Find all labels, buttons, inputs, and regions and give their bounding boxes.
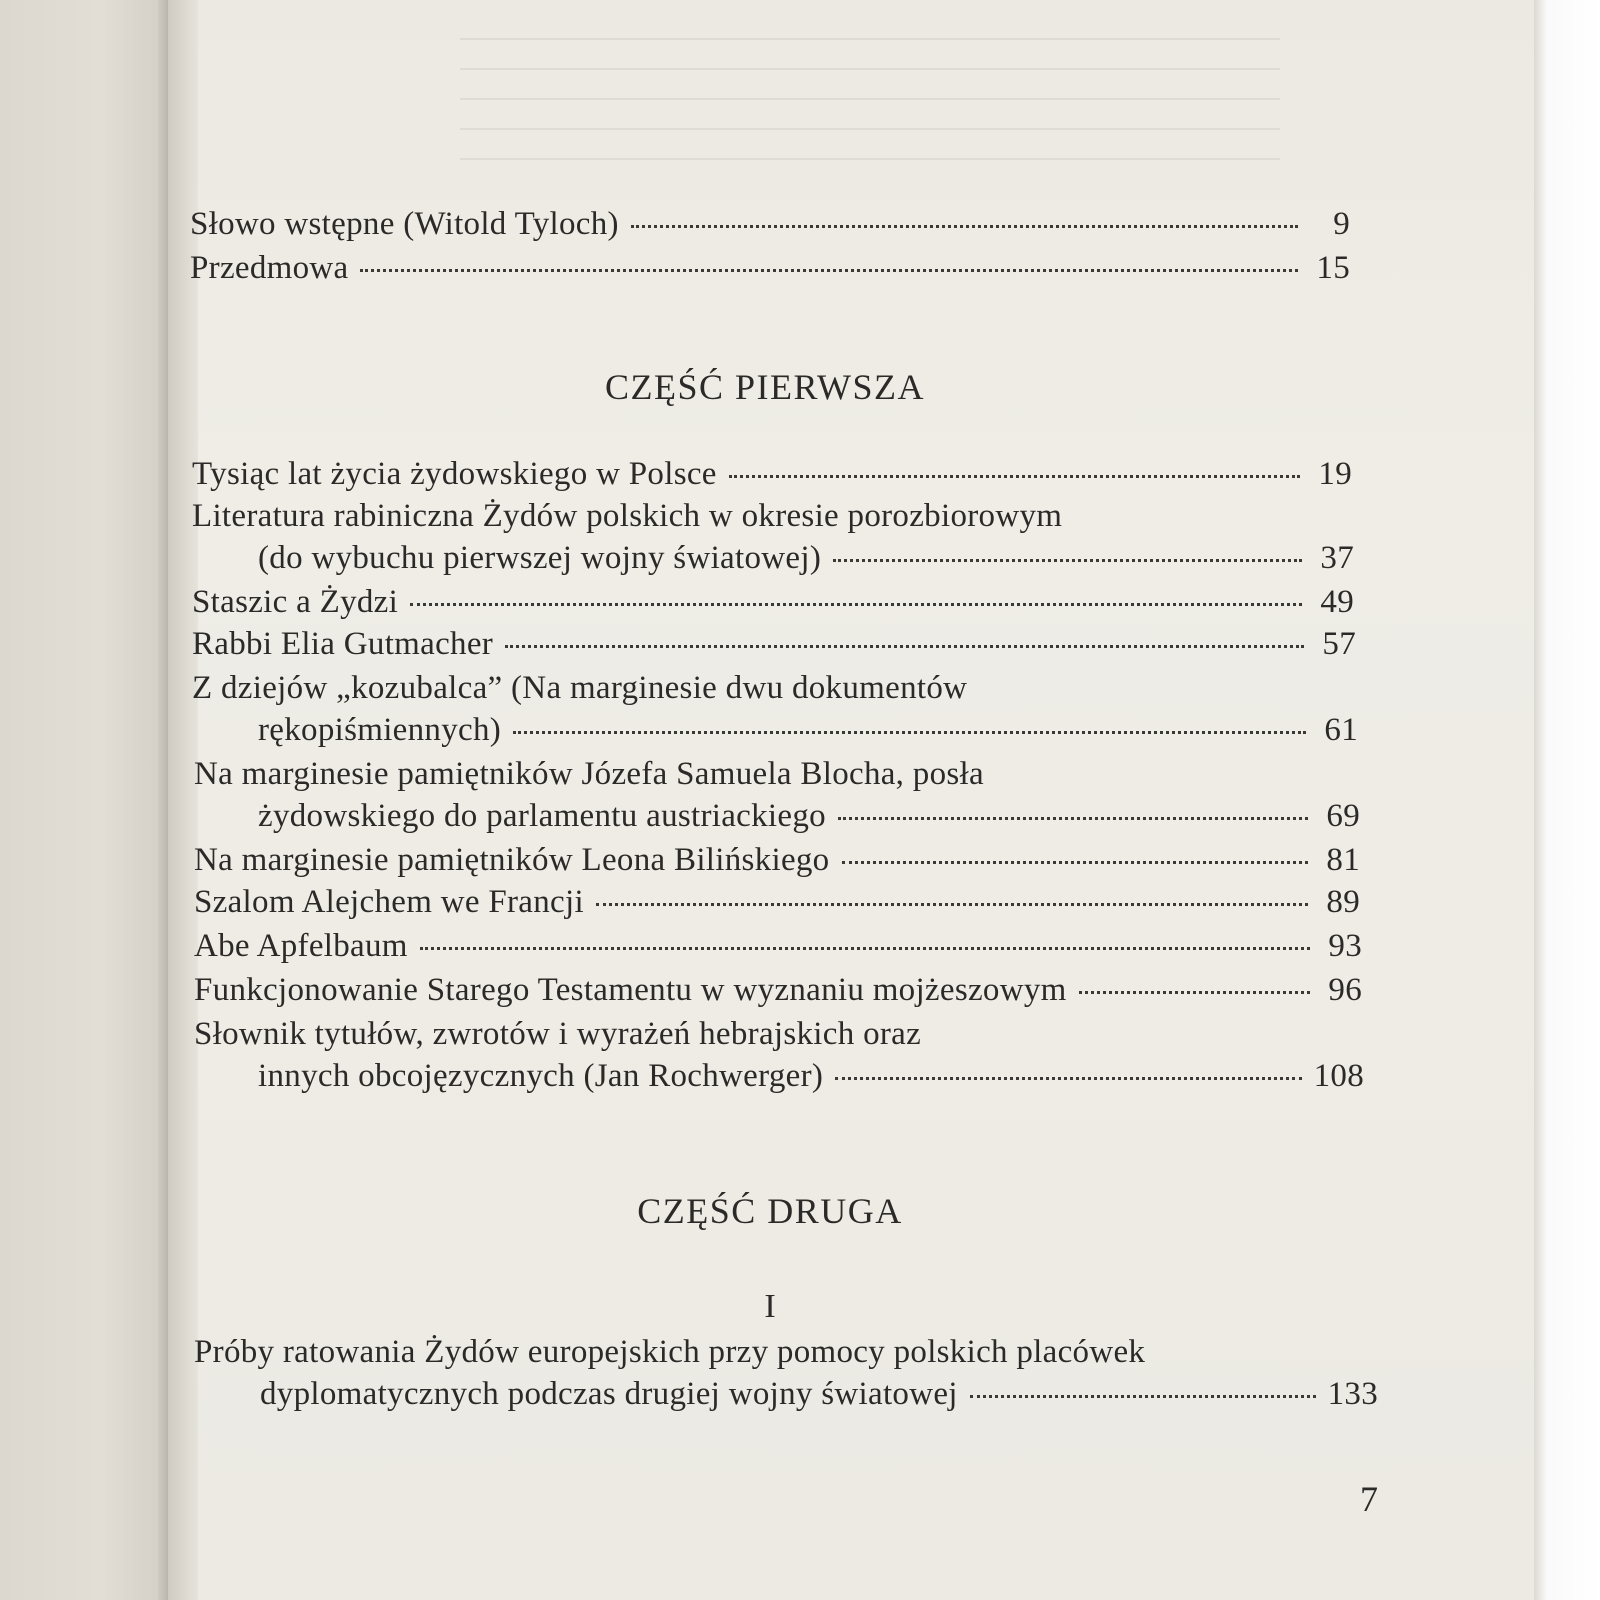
toc-entry-title: Z dziejów „kozubalca” (Na marginesie dwu dokumentów (192, 670, 968, 706)
toc-entry (258, 798, 1360, 835)
toc-entry (192, 584, 1354, 621)
toc-entry-title: Słowo wstępne (Witold Tyloch) (190, 206, 619, 242)
toc-entry-page: 133 (1327, 1376, 1378, 1412)
toc-entry-page: 9 (1333, 206, 1350, 242)
page-number: 7 (1360, 1479, 1378, 1519)
toc-entry-title: Funkcjonowanie Starego Testamentu w wyznaniu mojżeszowym (194, 972, 1067, 1008)
toc-entry-title: Tysiąc lat życia żydowskiego w Polsce (192, 456, 717, 492)
toc-entry (258, 1058, 1364, 1095)
toc-entry-page: 61 (1324, 712, 1358, 748)
toc-entry-title: Przedmowa (190, 250, 349, 286)
toc-entry-title: Abe Apfelbaum (194, 928, 408, 964)
toc-entry-title: Literatura rabiniczna Żydów polskich w okresie porozbiorowym (192, 498, 1063, 534)
toc-entry-title: Rabbi Elia Gutmacher (192, 626, 494, 662)
section-heading: CZĘŚĆ DRUGA (637, 1191, 903, 1231)
toc-entry-title: Szalom Alejchem we Francji (194, 884, 584, 920)
toc-entry (258, 712, 1358, 749)
toc-entry (190, 250, 1350, 287)
toc-entry-page: 19 (1318, 456, 1352, 492)
toc-entry-page: 89 (1326, 884, 1360, 920)
toc-entry-page: 108 (1313, 1058, 1364, 1094)
toc-entry-title: Na marginesie pamiętników Józefa Samuela Blocha, posła (194, 756, 984, 792)
toc-entry-page: 49 (1320, 584, 1354, 620)
toc-entry-title-continued: innych obcojęzycznych (Jan Rochwerger) (258, 1058, 824, 1094)
toc-entry (194, 884, 1360, 921)
toc-entry-title: Staszic a Żydzi (192, 584, 399, 620)
toc-entry-title-continued: rękopiśmiennych) (258, 712, 502, 748)
toc-entry (190, 206, 1350, 243)
toc-entry (192, 626, 1356, 663)
toc-entry-page: 96 (1328, 972, 1362, 1008)
toc-entry (260, 1376, 1378, 1413)
toc-entry-title: Próby ratowania Żydów europejskich przy pomocy polskich placówek (194, 1334, 1146, 1370)
toc-entry-title-continued: żydowskiego do parlamentu austriackiego (258, 798, 826, 834)
toc-entry (192, 456, 1352, 493)
toc-entry-title: Na marginesie pamiętników Leona Bilińskiego (194, 842, 830, 878)
toc-entry (194, 842, 1360, 879)
subsection-numeral: I (764, 1288, 776, 1325)
toc-entry-title-continued: dyplomatycznych podczas drugiej wojny światowej (260, 1376, 958, 1412)
toc-entry-page: 57 (1322, 626, 1356, 662)
toc-entry-title: Słownik tytułów, zwrotów i wyrażeń hebrajskich oraz (194, 1016, 922, 1052)
toc-entry-page: 93 (1328, 928, 1362, 964)
toc-entry (194, 972, 1362, 1009)
toc-entry-page: 81 (1326, 842, 1360, 878)
section-heading: CZĘŚĆ PIERWSZA (604, 367, 926, 407)
toc-entry-title-continued: (do wybuchu pierwszej wojny światowej) (258, 540, 822, 576)
toc-entry (258, 540, 1354, 577)
toc-entry-page: 69 (1326, 798, 1360, 834)
toc-entry-page: 15 (1316, 250, 1350, 286)
toc-entry-page: 37 (1320, 540, 1354, 576)
toc-entry (194, 928, 1362, 965)
